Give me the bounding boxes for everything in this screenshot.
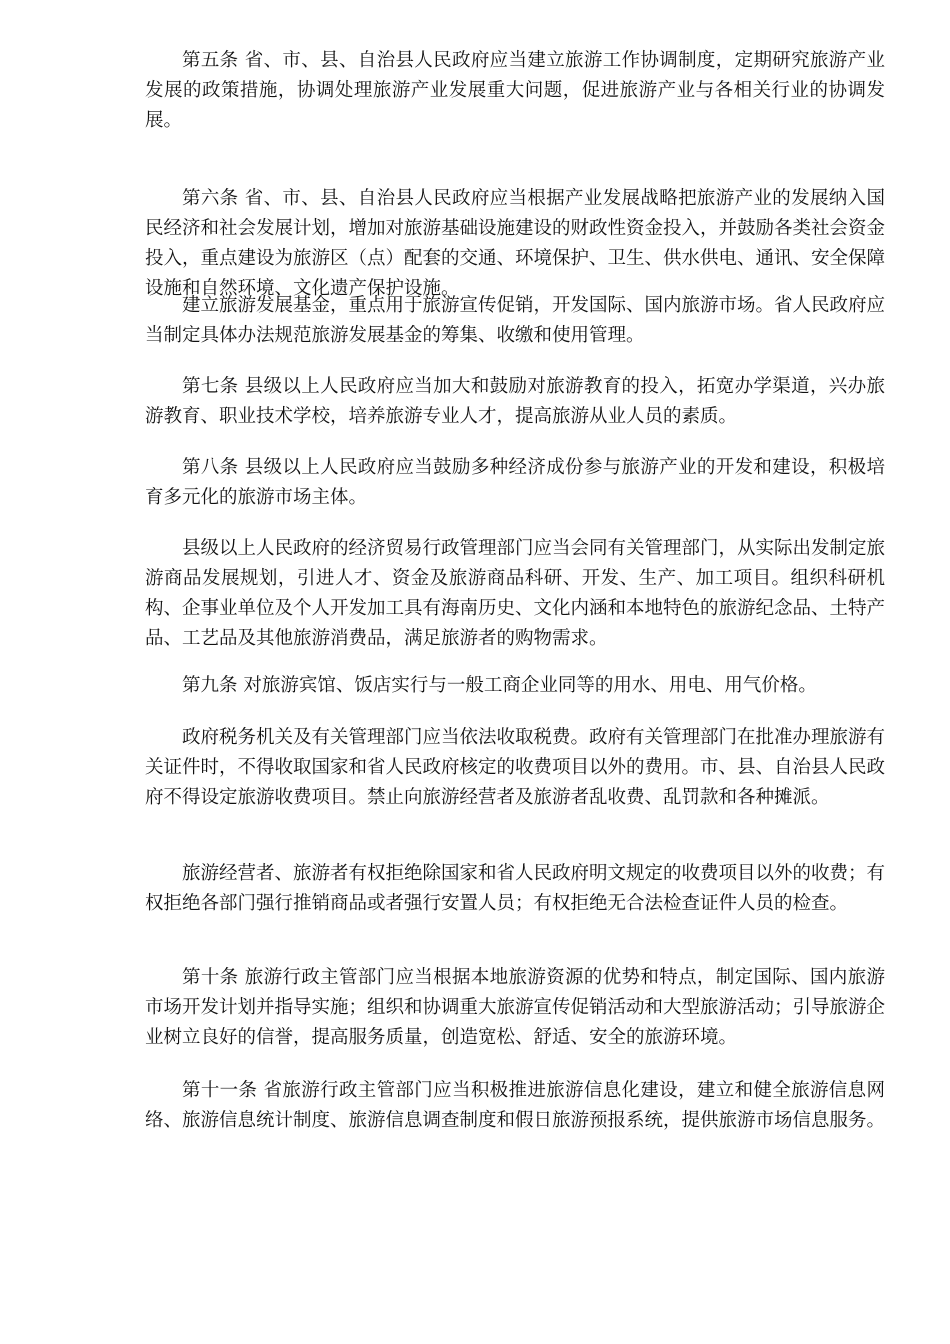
paragraph-article-5: 第五条 省、市、县、自治县人民政府应当建立旅游工作协调制度，定期研究旅游产业发展的政策措施，协调处理旅游产业发展重大问题，促进旅游产业与各相关行业的协调发展。 <box>145 50 885 131</box>
paragraph-article-10: 第十条 旅游行政主管部门应当根据本地旅游资源的优势和特点，制定国际、国内旅游市场开发计划并指导实施；组织和协调重大旅游宣传促销活动和大型旅游活动；引导旅游企业树立良好的信誉，提高服务质量，创造宽松、舒适、安全的旅游环境。 <box>145 967 886 1048</box>
paragraph-right-to-refuse: 旅游经营者、旅游者有权拒绝除国家和省人民政府明文规定的收费项目以外的收费；有权拒绝各部门强行推销商品或者强行安置人员；有权拒绝无合法检查证件人员的检查。 <box>145 863 886 914</box>
paragraph-tourism-goods: 县级以上人民政府的经济贸易行政管理部门应当会同有关管理部门，从实际出发制定旅游商品发展规划，引进人才、资金及旅游商品科研、开发、生产、加工项目。组织科研机构、企事业单位及个人开发加工具有海南历史、文化内涵和本地特色的旅游纪念品、土特产品、工艺品及其他旅游消费品，满足旅游者的购物需求。 <box>145 538 886 649</box>
paragraph-article-7: 第七条 县级以上人民政府应当加大和鼓励对旅游教育的投入，拓宽办学渠道，兴办旅游教育、职业技术学校，培养旅游专业人才，提高旅游从业人员的素质。 <box>145 376 885 427</box>
paragraph-tourism-fund: 建立旅游发展基金，重点用于旅游宣传促销，开发国际、国内旅游市场。省人民政府应当制定具体办法规范旅游发展基金的筹集、收缴和使用管理。 <box>145 295 886 346</box>
paragraph-article-8: 第八条 县级以上人民政府应当鼓励多种经济成份参与旅游产业的开发和建设，积极培育多元化的旅游市场主体。 <box>145 457 885 508</box>
paragraph-article-9: 第九条 对旅游宾馆、饭店实行与一般工商企业同等的用水、用电、用气价格。 <box>182 675 817 696</box>
paragraph-article-6: 第六条 省、市、县、自治县人民政府应当根据产业发展战略把旅游产业的发展纳入国民经济和社会发展计划，增加对旅游基础设施建设的财政性资金投入，并鼓励各类社会资金投入，重点建设为旅游区（点）配套的交通、环境保护、卫生、供水供电、通讯、安全保障设施和自然环境、文化遗产保护设施。 <box>145 188 886 299</box>
paragraph-taxes-fees: 政府税务机关及有关管理部门应当依法收取税费。政府有关管理部门在批准办理旅游有关证件时，不得收取国家和省人民政府核定的收费项目以外的费用。市、县、自治县人民政府不得设定旅游收费项目。禁止向旅游经营者及旅游者乱收费、乱罚款和各种摊派。 <box>145 727 886 808</box>
paragraph-article-11: 第十一条 省旅游行政主管部门应当积极推进旅游信息化建设，建立和健全旅游信息网络、旅游信息统计制度、旅游信息调查制度和假日旅游预报系统，提供旅游市场信息服务。 <box>145 1080 886 1131</box>
